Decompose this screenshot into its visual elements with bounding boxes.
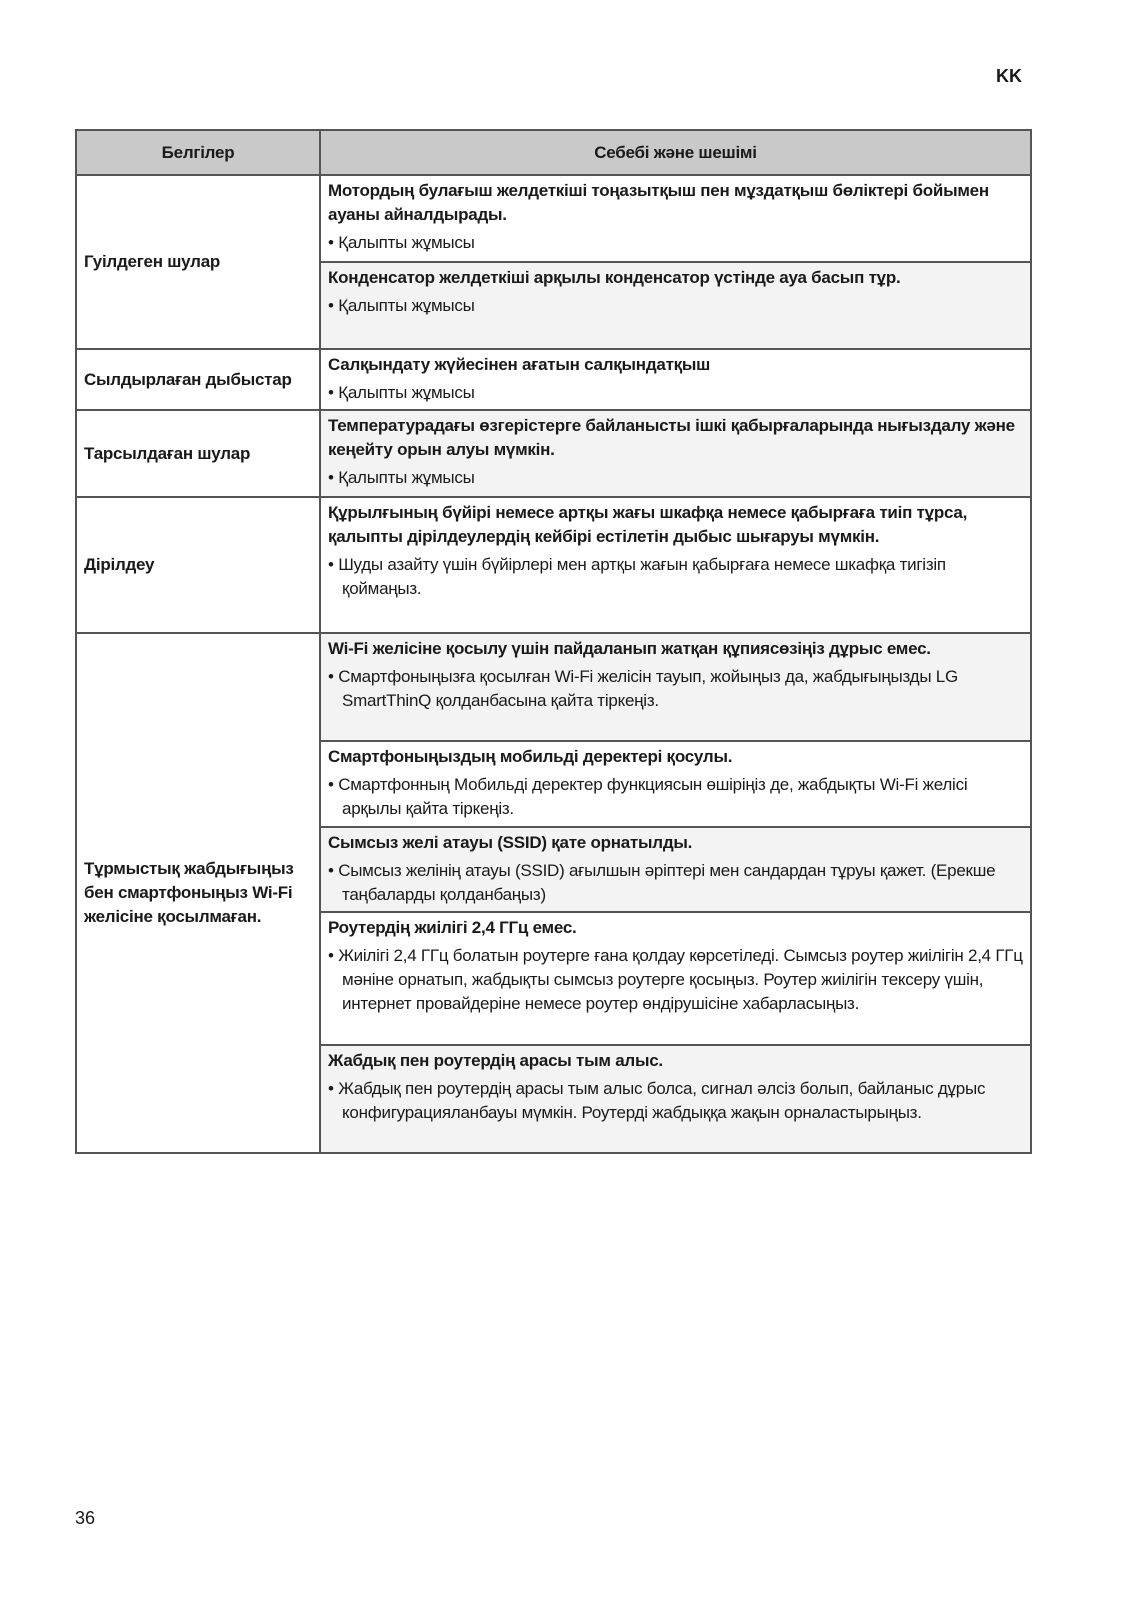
troubleshooting-table <box>75 129 1032 1154</box>
fix-text: • Қалыпты жұмысы <box>328 231 1023 255</box>
fix-text: • Смартфонның Мобильді деректер функциясын өшіріңіз де, жабдықты Wi-Fi желісі арқылы қайта тіркеңіз. <box>328 773 1023 821</box>
cause-text: Роутердің жиілігі 2,4 ГГц емес. <box>328 918 577 937</box>
table-row <box>76 633 1031 741</box>
solution-cell <box>320 410 1031 497</box>
solution-cell <box>320 1045 1031 1153</box>
symptom-cell: Дірілдеу <box>76 497 320 633</box>
fix-text: • Шуды азайту үшін бүйірлері мен артқы жағын қабырғаға немесе шкафқа тигізіп қоймаңыз. <box>328 553 1023 601</box>
fix-text: • Қалыпты жұмысы <box>328 294 1023 318</box>
cause-text: Wi-Fi желісіне қосылу үшін пайдаланып жатқан құпиясөзіңіз дұрыс емес. <box>328 639 931 658</box>
symptom-cell: Тұрмыстық жабдығыңыз бен смартфоныңыз Wi-Fi желісіне қосылмаған. <box>76 633 320 1153</box>
table-row <box>76 349 1031 410</box>
page-number: 36 <box>75 1508 96 1528</box>
cause-text: Құрылғының бүйірі немесе артқы жағы шкафқа немесе қабырғаға тиіп тұрса, қалыпты дірілдеулердің кейбірі естілетін дыбыс шығаруы мүмкін. <box>328 503 968 546</box>
cause-text: Жабдық пен роутердің арасы тым алыс. <box>328 1051 663 1070</box>
cause-text: Температурадағы өзгерістерге байланысты ішкі қабырғаларында нығыздалу және кеңейту орын алуы мүмкін. <box>328 416 1015 459</box>
fix-text: • Сымсыз желінің атауы (SSID) ағылшын әріптері мен сандардан тұруы қажет. (Ерекше таңбаларды қолданбаңыз) <box>328 859 1023 907</box>
header-symptoms: Белгілер <box>76 130 320 175</box>
cause-text: Сымсыз желі атауы (SSID) қате орнатылды. <box>328 833 693 852</box>
table-row <box>76 497 1031 633</box>
fix-text: • Қалыпты жұмысы <box>328 466 1023 490</box>
cause-text: Смартфоныңыздың мобильді деректері қосулы. <box>328 747 733 766</box>
fix-text: • Жабдық пен роутердің арасы тым алыс болса, сигнал әлсіз болып, байланыс дұрыс конфигурацияланбауы мүмкін. Роутерді жабдыққа жақын орналастырыңыз. <box>328 1077 1023 1125</box>
cause-text: Конденсатор желдеткіші арқылы конденсатор үстінде ауа басып тұр. <box>328 268 901 287</box>
solution-cell <box>320 633 1031 741</box>
solution-cell <box>320 827 1031 912</box>
table-header-row <box>76 130 1031 175</box>
symptom-cell: Сылдырлаған дыбыстар <box>76 349 320 410</box>
table-row <box>76 410 1031 497</box>
cause-text: Мотордың булағыш желдеткіші тоңазытқыш пен мұздатқыш бөліктері бойымен ауаны айналдырады. <box>328 181 989 224</box>
solution-cell <box>320 262 1031 349</box>
symptom-cell: Тарсылдаған шулар <box>76 410 320 497</box>
solution-cell <box>320 741 1031 827</box>
solution-cell <box>320 497 1031 633</box>
table-row <box>76 175 1031 262</box>
cause-text: Салқындату жүйесінен ағатын салқындатқыш <box>328 355 711 374</box>
solution-cell <box>320 349 1031 410</box>
fix-text: • Смартфоныңызға қосылған Wi-Fi желісін тауып, жойыңыз да, жабдығыңызды LG SmartThinQ қолданбасына қайта тіркеңіз. <box>328 665 1023 713</box>
solution-cell <box>320 175 1031 262</box>
fix-text: • Жиілігі 2,4 ГГц болатын роутерге ғана қолдау көрсетіледі. Сымсыз роутер жиілігін 2,4 ГГц мәніне орнатып, жабдықты сымсыз роутерге қосыңыз. Роутер жиілігін тексеру үшін, интернет провайдеріне немесе роутер өндірушісіне хабарласыңыз. <box>328 944 1023 1016</box>
fix-text: • Қалыпты жұмысы <box>328 381 1023 405</box>
symptom-cell: Гуілдеген шулар <box>76 175 320 349</box>
solution-cell <box>320 912 1031 1045</box>
header-cause-solution: Себебі және шешімі <box>320 130 1031 175</box>
language-code: KK <box>996 66 1022 86</box>
